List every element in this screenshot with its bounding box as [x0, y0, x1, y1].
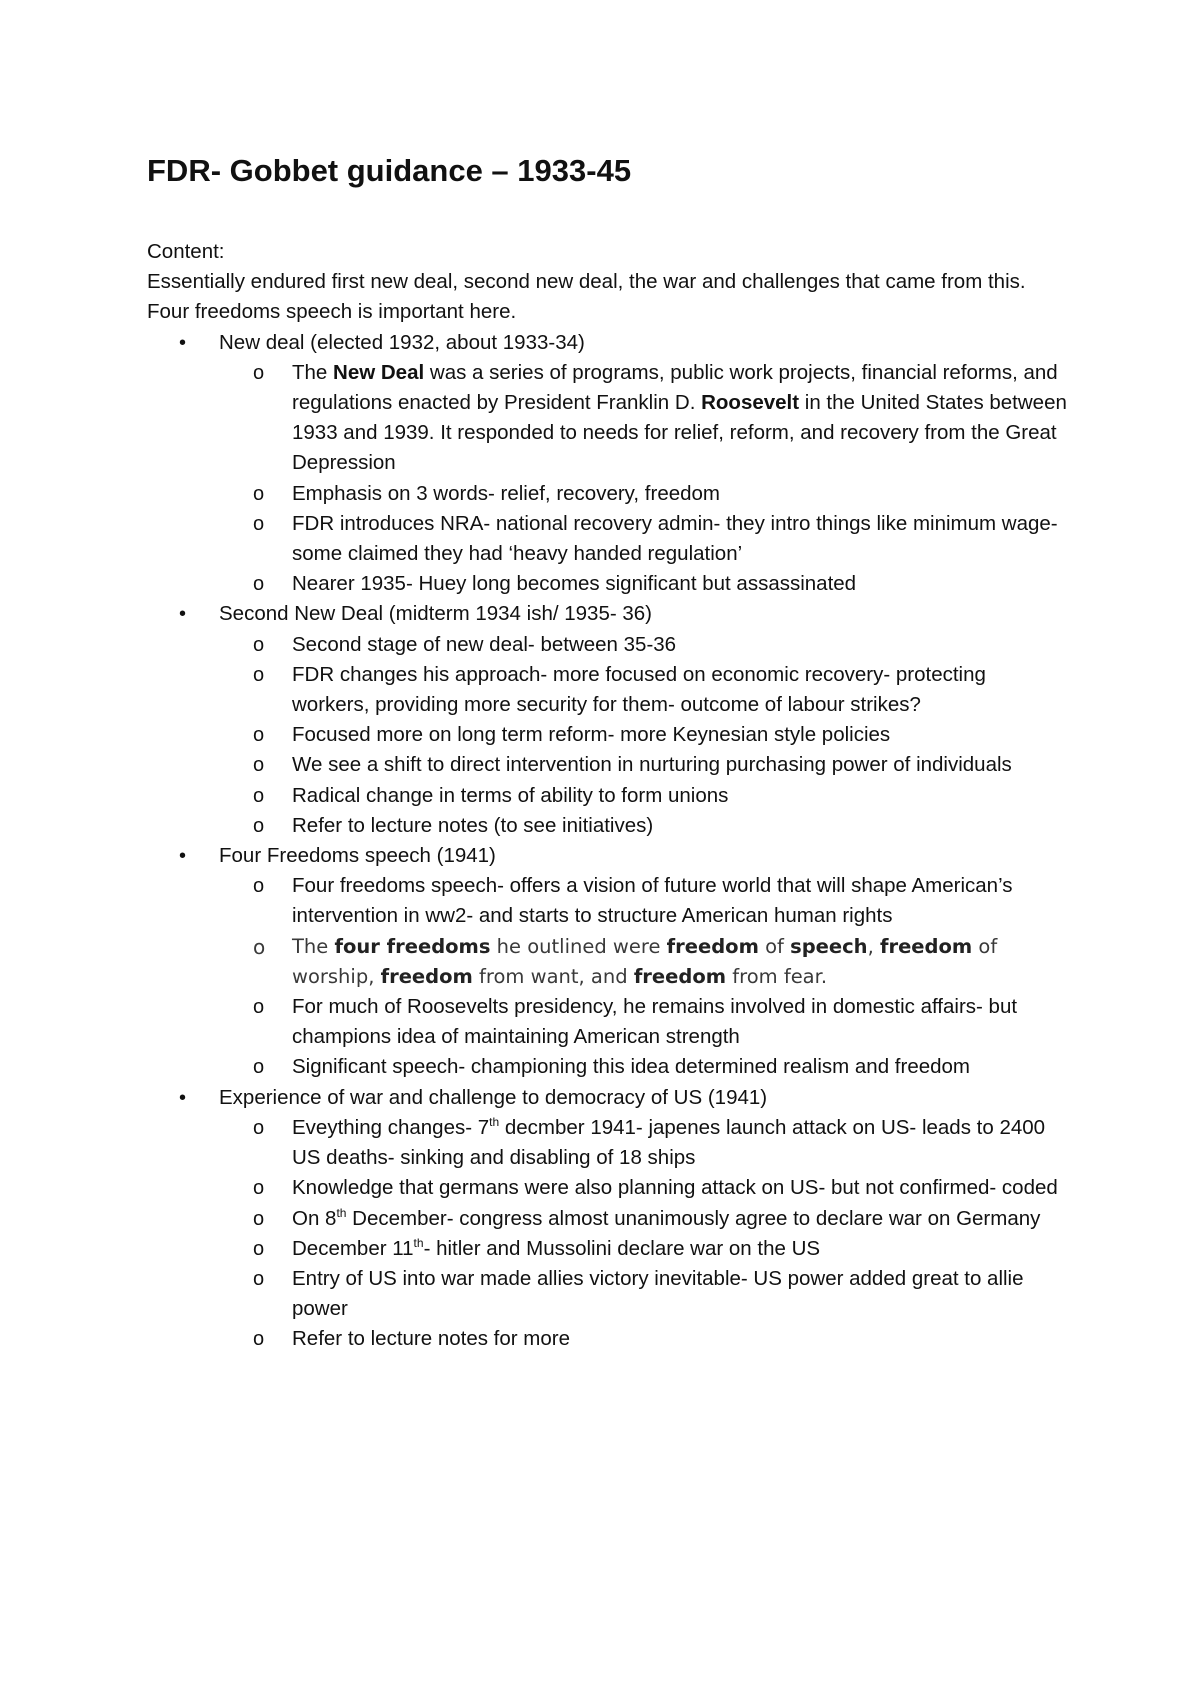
- list-item: o For much of Roosevelts presidency, he remains involved in domestic affairs- but champions idea of maintaining American strength: [292, 992, 1067, 1052]
- text-run: December 11: [292, 1236, 414, 1260]
- text-run: December- congress almost unanimously agree to declare war on Germany: [346, 1206, 1041, 1230]
- section-list: [147, 328, 1067, 1355]
- list-item: o Entry of US into war made allies victory inevitable- US power added great to allie power: [292, 1264, 1067, 1324]
- list-item: o Nearer 1935- Huey long becomes significant but assassinated: [292, 569, 1067, 599]
- sub-list: [219, 1113, 1067, 1355]
- list-item: o Four freedoms speech- offers a vision of future world that will shape American’s intervention in ww2- and starts to structure American human rights: [292, 871, 1067, 931]
- list-item: [292, 1234, 1067, 1264]
- section-heading: Four Freedoms speech (1941): [219, 844, 496, 868]
- document-body: [147, 237, 1067, 1355]
- text-run: ,: [867, 934, 880, 958]
- list-item: [292, 358, 1067, 479]
- section-experience-of-war: [219, 1083, 1067, 1355]
- list-item: [292, 1204, 1067, 1234]
- list-item: [292, 1113, 1067, 1173]
- text-run: Eveything changes- 7: [292, 1115, 490, 1139]
- bold-run: freedom: [380, 964, 473, 988]
- text-run: of worship,: [292, 934, 998, 988]
- list-item: o Radical change in terms of ability to form unions: [292, 781, 1067, 811]
- text-run: - hitler and Mussolini declare war on the US: [423, 1236, 821, 1260]
- list-item-quote: [292, 932, 1067, 992]
- list-item: o Second stage of new deal- between 35-36: [292, 630, 1067, 660]
- list-item: o FDR introduces NRA- national recovery admin- they intro things like minimum wage- some claimed they had ‘heavy handed regulation’: [292, 509, 1067, 569]
- document-title: FDR- Gobbet guidance – 1933-45: [147, 153, 632, 188]
- text-run: from fear.: [726, 964, 828, 988]
- text-run: in the United States between 1933 and 1939. It responded to needs for relief, reform, and recovery from the Great Depression: [292, 391, 1067, 475]
- sub-list: [219, 358, 1067, 600]
- superscript: th: [413, 1235, 424, 1250]
- bold-run: freedom: [879, 934, 973, 958]
- text-run: he outlined were: [490, 934, 667, 958]
- list-item: o Knowledge that germans were also planning attack on US- but not confirmed- coded: [292, 1173, 1067, 1203]
- section-heading: New deal (elected 1932, about 1933-34): [219, 330, 585, 354]
- superscript: th: [336, 1205, 347, 1220]
- list-item: o We see a shift to direct intervention in nurturing purchasing power of individuals: [292, 750, 1067, 780]
- section-four-freedoms: [219, 841, 1067, 1083]
- text-run: was a series of programs, public work projects, financial reforms, and regulations enacted by President Franklin D.: [292, 360, 1058, 415]
- text-run: The: [292, 360, 334, 384]
- section-heading: Experience of war and challenge to democracy of US (1941): [219, 1085, 768, 1109]
- content-label: Content:: [147, 240, 225, 263]
- section-new-deal: [219, 328, 1067, 600]
- bold-run: speech: [790, 934, 868, 958]
- list-item: o Refer to lecture notes for more: [292, 1324, 1067, 1354]
- bold-run: New Deal: [333, 360, 425, 384]
- section-second-new-deal: [219, 599, 1067, 841]
- text-run: On 8: [292, 1206, 337, 1230]
- text-run: of: [758, 934, 791, 958]
- list-item: o FDR changes his approach- more focused on economic recovery- protecting workers, providing more security for them- outcome of labour strikes?: [292, 660, 1067, 720]
- sub-list: [219, 630, 1067, 841]
- list-item: o Focused more on long term reform- more Keynesian style policies: [292, 720, 1067, 750]
- bold-run: freedom: [633, 964, 727, 988]
- superscript: th: [489, 1115, 500, 1130]
- list-item: o Significant speech- championing this idea determined realism and freedom: [292, 1052, 1067, 1082]
- section-heading: Second New Deal (midterm 1934 ish/ 1935- 36): [219, 602, 652, 626]
- intro-paragraph: Essentially endured first new deal, second new deal, the war and challenges that came from this. Four freedoms speech is important here.: [147, 270, 1026, 324]
- bold-run: Roosevelt: [701, 391, 800, 415]
- bold-run: freedom: [666, 934, 759, 958]
- list-item: o Emphasis on 3 words- relief, recovery, freedom: [292, 479, 1067, 509]
- list-item: o Refer to lecture notes (to see initiatives): [292, 811, 1067, 841]
- text-run: The: [292, 934, 335, 958]
- text-run: from want, and: [472, 964, 634, 988]
- text-run: decmber 1941- japenes launch attack on US- leads to 2400 US deaths- sinking and disabling of 18 ships: [292, 1115, 1046, 1170]
- sub-list: [219, 871, 1067, 1082]
- bold-run: four freedoms: [334, 934, 491, 958]
